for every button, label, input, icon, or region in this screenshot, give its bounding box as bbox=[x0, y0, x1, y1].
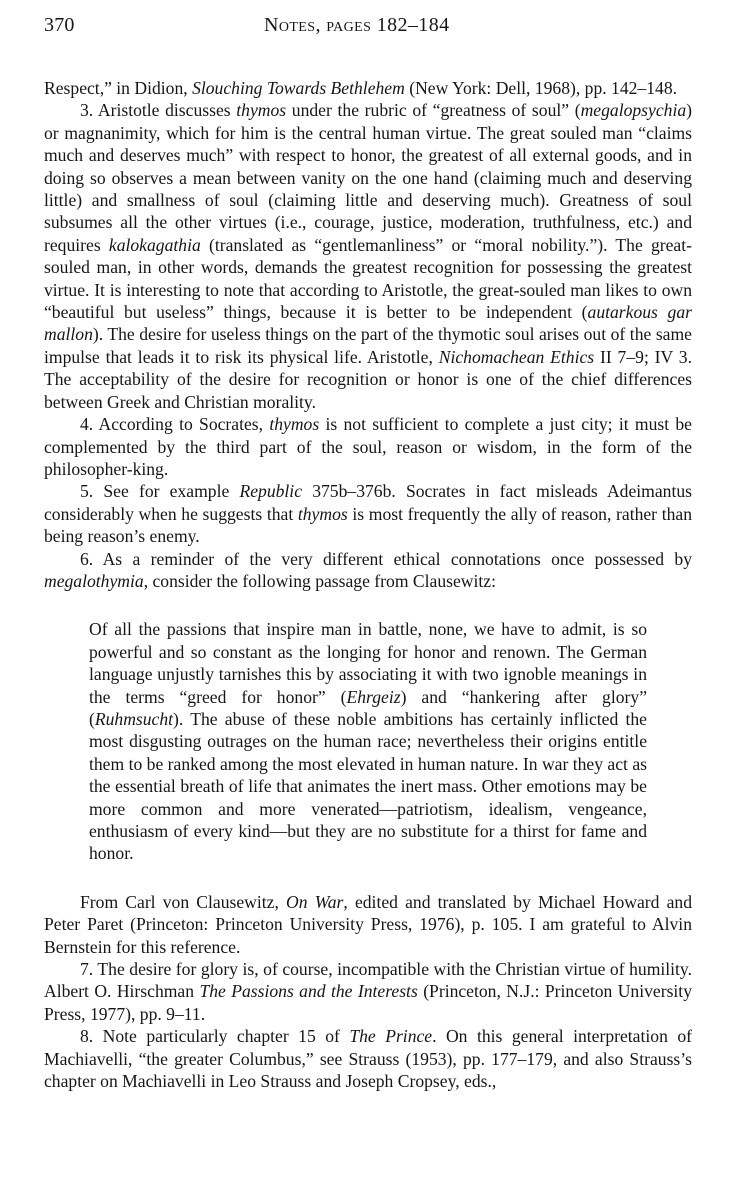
note-4 bbox=[44, 413, 692, 480]
text-run: . On this general interpretation of Machiavelli, “the greater Columbus,” see Strauss (1953), pp. 177–179, and also Strauss’s chapter on Machiavelli in Leo Strauss and Joseph Cropsey, eds., bbox=[44, 1026, 692, 1092]
italic-run: Republic bbox=[239, 481, 303, 502]
text-run: 7. The desire for glory is, of course, incompatible with the Christian virtue of humility. Albert O. Hirschman bbox=[44, 959, 692, 1002]
text-run: (translated as “gentlemanliness” or “moral nobility.”). The great-souled man, in other words, demands the greatest recognition for possessing the greatest virtue. It is interesting to note that according to Aristotle, the great-souled man likes to own “beautiful but useless” things, because it is better to be independent ( bbox=[44, 234, 692, 323]
text-run: Respect,” in Didion, bbox=[44, 78, 193, 98]
italic-run: Ruhmsucht bbox=[94, 708, 174, 729]
italic-run: thymos bbox=[269, 414, 320, 435]
note-continuation bbox=[44, 77, 692, 99]
italic-run: Slouching Towards Bethlehem bbox=[192, 78, 405, 98]
text-run: ) and “hankering after glory” ( bbox=[89, 686, 647, 729]
text-run: ). The desire for useless things on the part of the thymotic soul arises out of the same impulse that leads it to risk its physical life. Aristotle, bbox=[44, 324, 692, 367]
italic-run: thymos bbox=[236, 100, 287, 121]
clausewitz-quote bbox=[89, 618, 647, 864]
text-run: ) or magnanimity, which for him is the central human virtue. The great souled man “claims much and deserves much” with respect to honor, the greatest of all external goods, and in doing so observes a mean between vanity on the one hand (claiming much and deserving little) and smallness of soul (claiming little and deserving much). Greatness of soul subsumes all the other virtues (i.e., courage, justice, moderation, truthfulness, etc.) and requires bbox=[44, 100, 692, 255]
text-run: 375b–376b. Socrates in fact misleads Adeimantus considerably when he suggests that bbox=[44, 481, 692, 524]
text-run: II 7–9; IV 3. The acceptability of the desire for recognition or honor is one of the chief differences between Greek and Christian morality. bbox=[44, 346, 692, 412]
text-run: Of all the passions that inspire man in battle, none, we have to admit, is so powerful and so constant as the longing for honor and renown. The German language unjustly tarnishes this by associating it with two ignoble meanings in the terms “greed for honor” ( bbox=[89, 619, 647, 707]
text-run: 8. Note particularly chapter 15 of bbox=[80, 1026, 350, 1047]
running-head: Notes, pages 182–184 bbox=[264, 14, 450, 36]
note-7 bbox=[44, 958, 692, 1025]
italic-run: megalopsychia bbox=[580, 100, 687, 121]
text-run: From Carl von Clausewitz, bbox=[80, 891, 287, 912]
note-3 bbox=[44, 99, 692, 413]
italic-run: thymos bbox=[297, 503, 348, 524]
page-number: 370 bbox=[44, 14, 75, 36]
note-6 bbox=[44, 548, 692, 593]
text-run: 6. As a reminder of the very different ethical connotations once possessed by bbox=[80, 548, 692, 569]
italic-run: autarkous gar mallon bbox=[44, 302, 692, 345]
italic-run: On War bbox=[286, 891, 344, 912]
text-run: is most frequently the ally of reason, rather than being reason’s enemy. bbox=[44, 503, 692, 547]
text-run: is not sufficient to complete a just city; it must be complemented by the third part of the soul, reason or wisdom, in the form of the philosopher-king. bbox=[44, 414, 692, 479]
note-8 bbox=[44, 1025, 692, 1092]
italic-run: Nichomachean Ethics bbox=[438, 346, 595, 367]
notes-body bbox=[44, 77, 692, 1092]
italic-run: megalothymia bbox=[44, 570, 144, 591]
text-run: 5. See for example bbox=[80, 481, 240, 502]
text-run: 4. According to Socrates, bbox=[80, 414, 270, 435]
text-run: ). The abuse of these noble ambitions has certainly inflicted the most disgusting outrages on the human race; nevertheless their origins entitle them to be ranked among the most elevated in human nature. In war they act as the essential breath of life that animates the inert mass. Other emotions may be more common and more venerated—patriotism, idealism, vengeance, enthusiasm of every kind—but they are no substitute for a thirst for fame and honor. bbox=[89, 708, 647, 864]
note-5 bbox=[44, 480, 692, 547]
text-run: 3. Aristotle discusses bbox=[80, 100, 237, 121]
italic-run: kalokagathia bbox=[108, 234, 201, 255]
text-run: , edited and translated by Michael Howard and Peter Paret (Princeton: Princeton University Press, 1976), p. 105. I am grateful to Alvin Bernstein for this reference. bbox=[44, 891, 692, 957]
text-run: (New York: Dell, 1968), pp. 142–148. bbox=[404, 78, 678, 98]
text-run: under the rubric of “greatness of soul” ( bbox=[286, 100, 581, 121]
quote-source bbox=[44, 891, 692, 958]
page-header bbox=[0, 8, 736, 38]
text-run: , consider the following passage from Clausewitz: bbox=[143, 570, 496, 591]
italic-run: The Prince bbox=[349, 1026, 433, 1047]
italic-run: Ehrgeiz bbox=[346, 686, 401, 707]
italic-run: The Passions and the Interests bbox=[199, 981, 418, 1002]
text-run: (Princeton, N.J.: Princeton University Press, 1977), pp. 9–11. bbox=[44, 981, 692, 1024]
